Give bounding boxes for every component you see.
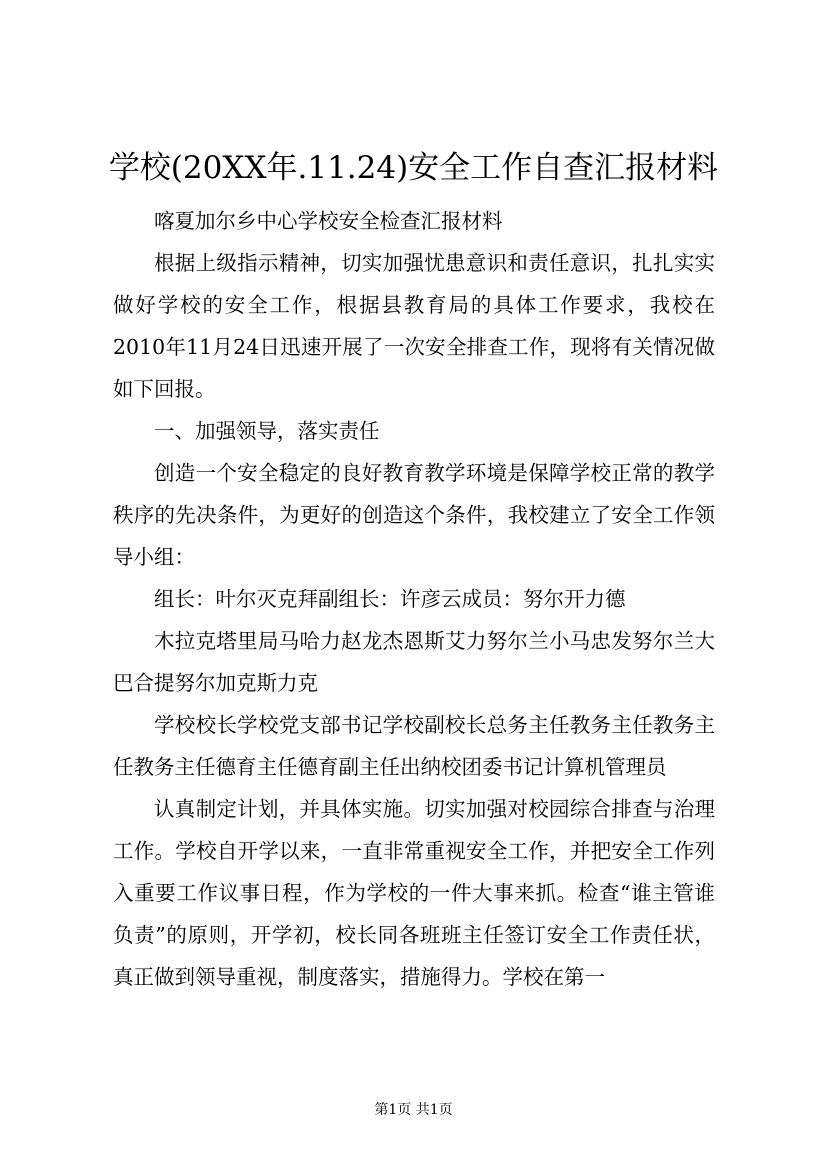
document-body <box>113 200 715 998</box>
paragraph-subtitle: 喀夏加尔乡中心学校安全检查汇报材料 <box>154 209 503 233</box>
paragraph-plan: 认真制定计划，并具体实施。切实加强对校园综合排查与治理工作。学校自开学以来，一直非常重视安全工作，并把安全工作列入重要工作议事日程，作为学校的一件大事来抓。检查“谁主管谁负责”的原则，开学初，校长同各班班主任签订安全工作责任状，真正做到领导重视，制度落实，措施得力。学校在第一 <box>113 797 715 989</box>
paragraph-group-leaders: 组长：叶尔灭克拜副组长：许彦云成员：努尔开力德 <box>154 587 626 611</box>
paragraph-member-titles: 学校校长学校党支部书记学校副校长总务主任教务主任教务主任教务主任德育主任德育副主任出纳校团委书记计算机管理员 <box>113 713 715 779</box>
page-footer: 第1页 共1页 <box>374 1102 453 1118</box>
section-heading: 一、加强领导，落实责任 <box>154 419 380 443</box>
document-title: 学校(20XX年.11.24)安全工作自查汇报材料 <box>108 150 719 186</box>
paragraph-leadership: 创造一个安全稳定的良好教育教学环境是保障学校正常的教学秩序的先决条件，为更好的创造这个条件，我校建立了安全工作领导小组： <box>113 461 715 569</box>
paragraph-member-names: 木拉克塔里局马哈力赵龙杰恩斯艾力努尔兰小马忠发努尔兰大巴合提努尔加克斯力克 <box>113 629 715 695</box>
paragraph-intro: 根据上级指示精神，切实加强忧患意识和责任意识，扎扎实实做好学校的安全工作，根据县教育局的具体工作要求，我校在2010年11月24日迅速开展了一次安全排查工作，现将有关情况做如下回报。 <box>113 251 715 401</box>
